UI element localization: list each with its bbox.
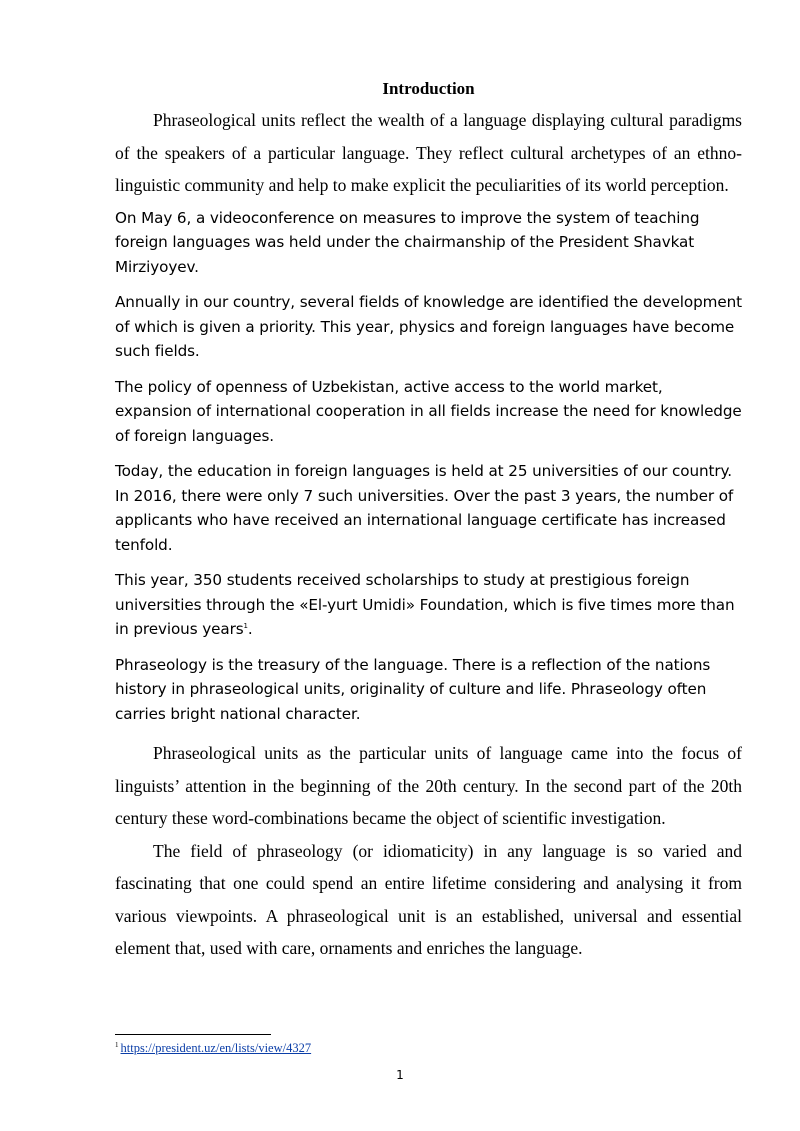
paragraph-videoconference: On May 6, a videoconference on measures to improve the system of teaching foreign languages was held under the chairmanship of the President Shavkat Mirziyoyev.: [115, 208, 700, 276]
paragraph-openness-policy: The policy of openness of Uzbekistan, active access to the world market, expansion of international cooperation in all fields increase the need for knowledge of foreign languages.: [115, 377, 742, 445]
footnote-separator: [115, 1034, 271, 1035]
paragraph-field-of-phraseology: The field of phraseology (or idiomaticity) in any language is so varied and fascinating that one could spend an entire lifetime considering and analysing it from various viewpoints. A phraseological unit is an established, universal and essential element that, used with care, ornaments and enriches the language.: [115, 840, 742, 958]
paragraph-phraseology-treasury: Phraseology is the treasury of the language. There is a reflection of the nations history in phraseological units, originality of culture and life. Phraseology often carries bright national character.: [115, 655, 711, 723]
sentence-period: .: [247, 620, 253, 638]
paragraph-fields-of-knowledge: Annually in our country, several fields of knowledge are identified the development of which is given a priority. This year, physics and foreign languages have become such fields.: [115, 293, 742, 360]
footnote-link[interactable]: https://president.uz/en/lists/view/4327: [120, 1041, 312, 1055]
footnote: [115, 1040, 311, 1056]
page-number: 1: [396, 1068, 404, 1082]
paragraph-scholarships: [115, 568, 742, 642]
scholarships-text: This year, 350 students received scholarships to study at prestigious foreign universities through the «El-yurt Umidi» Foundation, which is five times more than in previous years: [115, 571, 735, 638]
page-content: [115, 78, 742, 965]
page-title: Introduction: [382, 79, 475, 98]
footnote-reference[interactable]: 1: [243, 621, 248, 630]
paragraph-linguists-attention: Phraseological units as the particular units of language came into the focus of linguists’ attention in the beginning of the 20th century. In the second part of the 20th century these word-combinations became the object of scientific investigation.: [115, 743, 742, 828]
footnote-marker: 1: [115, 1040, 119, 1049]
paragraph-phraseological-units: Phraseological units reflect the wealth of a language displaying cultural paradigms of the speakers of a particular language. They reflect cultural archetypes of an ethno-linguistic community and help to make explicit the peculiarities of its world perception.: [115, 110, 742, 195]
paragraph-education-universities: Today, the education in foreign languages is held at 25 universities of our country. In 2016, there were only 7 such universities. Over the past 3 years, the number of applicants who have received an international language certificate has increased tenfold.: [115, 462, 734, 554]
